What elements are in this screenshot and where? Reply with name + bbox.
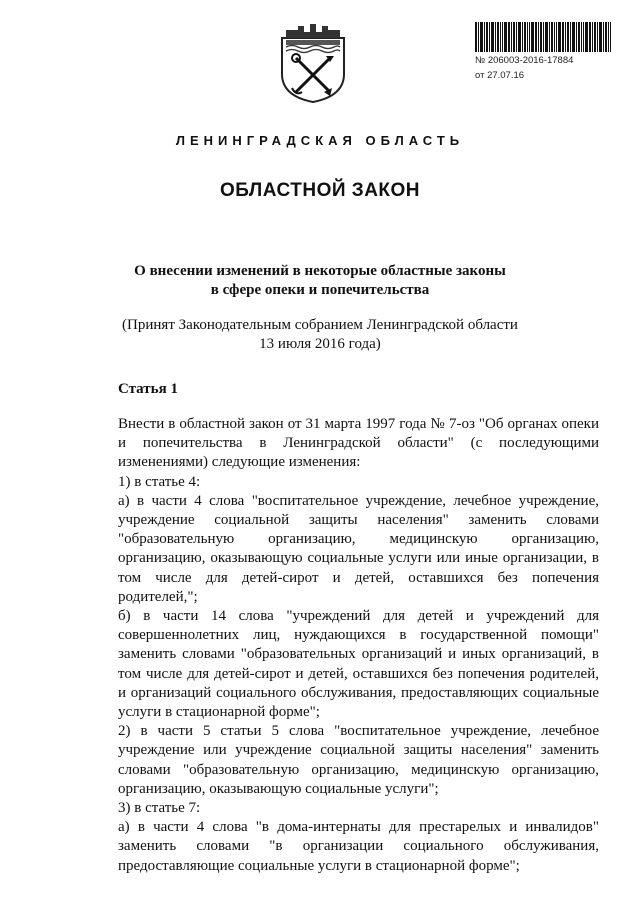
adoption-note — [0, 316, 640, 354]
paragraph: Внести в областной закон от 31 марта 1997 года № 7-оз "Об органах опеки и попечительства в Ленинградской области" (с последующими изменениями) следующие изменения: — [118, 416, 599, 471]
coat-of-arms-icon — [278, 22, 348, 104]
adoption-note-line: (Принят Законодательным собранием Ленинградской области — [122, 317, 518, 333]
adoption-note-line: 13 июля 2016 года) — [259, 336, 381, 352]
region-name: ЛЕНИНГРАДСКАЯ ОБЛАСТЬ — [175, 133, 465, 148]
law-title-line: О внесении изменений в некоторые областные законы — [134, 263, 506, 279]
document-type: ОБЛАСТНОЙ ЗАКОН — [219, 180, 421, 201]
article-heading: Статья 1 — [118, 381, 178, 397]
registration-number: № 206003-2016-17884 — [475, 55, 574, 66]
paragraph: 3) в статье 7: — [118, 800, 201, 817]
paragraph: б) в части 14 слова "учреждений для детей и учреждений для совершеннолетних лиц, нуждающихся в государственной помощи" заменить словами "образовательных организаций и иных организаций, в том числе для детей-сирот и детей, оставшихся без попечения родителей, и организаций социального обслуживания, предоставляющих социальные услуги в стационарной форме"; — [118, 608, 599, 721]
law-title-line: в сфере опеки и попечительства — [210, 282, 430, 298]
paragraph: а) в части 4 слова "воспитательное учреждение, лечебное учреждение, учреждение социальной защиты населения" заменить словами "образовательную организацию, медицинскую организацию, организацию, оказывающую социальные услуги или иные организации, в том числе для детей-сирот и детей, оставшихся без попечения родителей,"; — [118, 492, 599, 605]
registration-date: от 27.07.16 — [475, 70, 525, 81]
paragraph: 2) в части 5 статьи 5 слова "воспитательное учреждение, лечебное учреждение или учреждение социальной защиты населения" заменить словами "образовательную организацию, медицинскую организацию, организацию, оказывающую социальные услуги"; — [118, 723, 599, 797]
registration-block — [475, 22, 611, 82]
paragraph: 1) в статье 4: — [118, 473, 201, 490]
paragraph: а) в части 4 слова "в дома-интернаты для престарелых и инвалидов" заменить словами "в организации социального обслуживания, предоставляющие социальные услуги в стационарной форме"; — [118, 819, 599, 874]
article-body — [118, 415, 599, 876]
barcode-icon — [475, 22, 611, 52]
law-title — [0, 262, 640, 300]
